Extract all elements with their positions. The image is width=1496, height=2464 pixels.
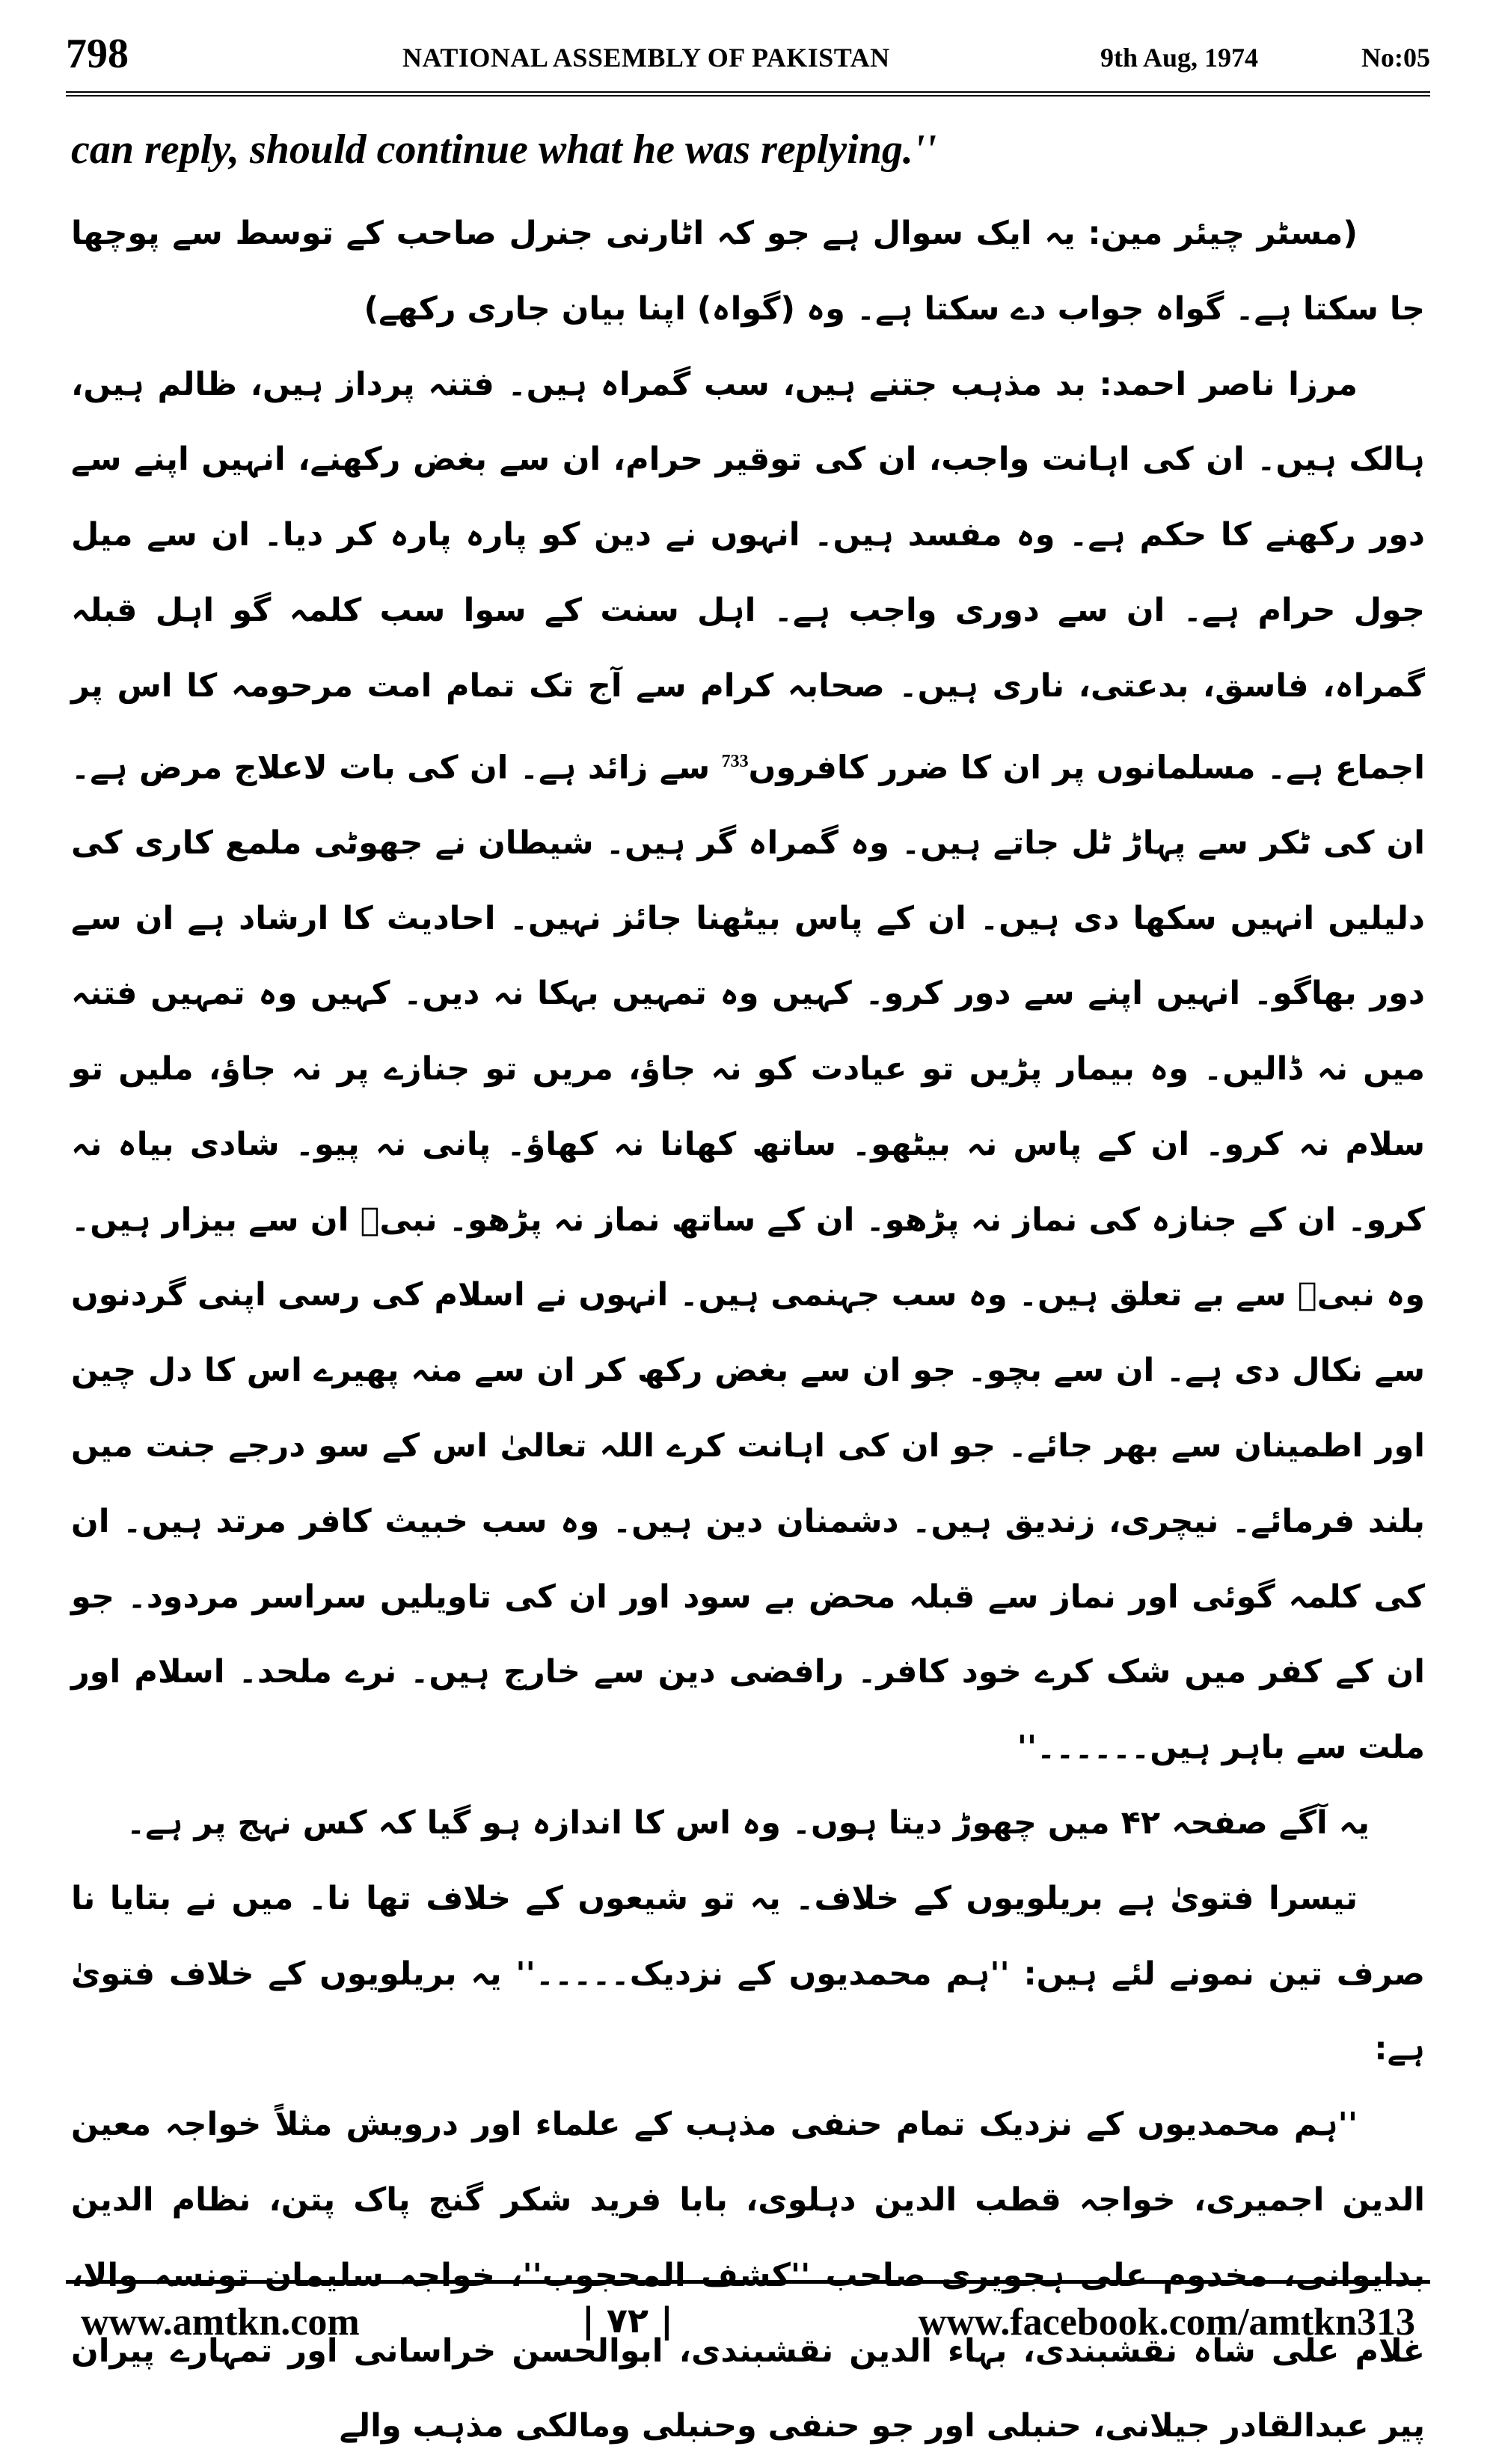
page-number: 798 bbox=[66, 31, 129, 77]
footer-website-link[interactable]: www.amtkn.com bbox=[81, 2301, 360, 2344]
footer-rule bbox=[66, 2280, 1430, 2284]
mirza-speaker-label: مرزا ناصر احمد: bbox=[1099, 365, 1358, 403]
mirza-statement-continued: سے زائد ہے۔ ان کی بات لاعلاج مرض ہے۔ ان کی ٹکر سے پہاڑ ٹل جاتے ہیں۔ وہ گمراہ گر ہیں۔ شیطان نے جھوٹی ملمع کاری کی دلیلیں انہیں سکھا دی ہیں۔ ان کے پاس بیٹھنا جائز نہیں۔ احادیث کا ارشاد ہے ان سے دور بھاگو۔ انہیں اپنے سے دور کرو۔ کہیں وہ تمہیں بہکا نہ دیں۔ کہیں وہ تمہیں فتنہ میں نہ ڈالیں۔ وہ بیمار پڑیں تو عیادت کو نہ جاؤ، مریں تو جنازے پر نہ جاؤ، ملیں تو سلام نہ کرو۔ ان کے پاس نہ بیٹھو۔ ساتھ کھانا نہ کھاؤ۔ پانی نہ پیو۔ شادی بیاہ نہ کرو۔ ان کے جنازہ کی نماز نہ پڑھو۔ ان کے ساتھ نماز نہ پڑھو۔ نبیؐ ان سے بیزار ہیں۔ وہ نبیؐ سے بے تعلق ہیں۔ وہ سب جہنمی ہیں۔ انہوں نے اسلام کی رسی اپنی گردنوں سے نکال دی ہے۔ ان سے بچو۔ جو ان سے بغض رکھ کر ان سے منہ پھیرے اس کا دل چین اور اطمینان سے بھر جائے۔ جو ان کی اہانت کرے اللہ تعالیٰ اس کے سو درجے جنت میں بلند فرمائے۔ نیچری، زندیق ہیں۔ دشمنان دین ہیں۔ وہ سب خبیث کافر مرتد ہیں۔ ان کی کلمہ گوئی اور نماز سے قبلہ محض بے سود اور ان کی تاویلیں سراسر مردود۔ جو ان کے کفر میں شک کرے خود کافر۔ رافضی دین سے خارج ہیں۔ نرے ملحد۔ اسلام اور ملت سے باہر ہیں۔۔۔۔۔۔'' bbox=[71, 748, 1425, 1767]
mirza-paragraph bbox=[71, 347, 1425, 1786]
chairman-remark: یہ ایک سوال ہے جو کہ اٹارنی جنرل صاحب کے توسط سے پوچھا جا سکتا ہے۔ گواہ جواب دے سکتا ہے۔ وہ (گواہ) اپنا بیان جاری رکھے) bbox=[71, 215, 1425, 328]
paragraph-skip-note: یہ آگے صفحہ ۴۲ میں چھوڑ دیتا ہوں۔ وہ اس کا اندازہ ہو گیا کہ کس نہج پر ہے۔ bbox=[126, 1804, 1370, 1842]
paragraph-third-fatwa: تیسرا فتویٰ ہے بریلویوں کے خلاف۔ یہ تو شیعوں کے خلاف تھا نا۔ میں نے بتایا نا صرف تین نمونے لئے ہیں: ''ہم محمدیوں کے نزدیک۔۔۔۔۔'' یہ بریلویوں کے خلاف فتویٰ ہے: bbox=[71, 1879, 1425, 2068]
page-footer bbox=[66, 2300, 1430, 2360]
publication-title: NATIONAL ASSEMBLY OF PAKISTAN bbox=[402, 43, 890, 73]
footer-facebook-link[interactable]: www.facebook.com/amtkn313 bbox=[918, 2301, 1415, 2344]
paragraph-fatwa-quote: ''ہم محمدیوں کے نزدیک تمام حنفی مذہب کے علماء اور درویش مثلاً خواجہ معین الدین اجمیری، خواجہ قطب الدین دہلوی، بابا فرید شکر گنج پاک پتن، نظام الدین بدایوانی، مخدوم علی ہجویری صاحب ''کشف المحجوب''، خواجہ سلیمان تونسہ والا، غلام علی شاہ نقشبندی، بہاء الدین نقشبندی، ابوالحسن خراسانی اور تمہارے پیران پیر عبدالقادر جیلانی، حنبلی اور جو حنفی وحنبلی ومالکی مذہب والے bbox=[71, 2106, 1425, 2445]
english-quote-line: can reply, should continue what he was replying.'' bbox=[71, 126, 936, 173]
footnote-marker: 733 bbox=[721, 751, 749, 771]
mirza-statement: بد مذہب جتنے ہیں، سب گمراہ ہیں۔ فتنہ پرداز ہیں، ظالم ہیں، ہالک ہیں۔ ان کی اہانت واجب، ان کی توقیر حرام، ان سے بغض رکھنے، انہیں اپنے سے دور رکھنے کا حکم ہے۔ وہ مفسد ہیں۔ انہوں نے دین کو پارہ پارہ کر دیا۔ ان سے میل جول حرام ہے۔ ان سے دوری واجب ہے۔ اہل سنت کے سوا سب کلمہ گو اہل قبلہ گمراہ، فاسق، بدعتی، ناری ہیں۔ صحابہ کرام سے آج تک تمام امت مرحومہ کا اس پر اجماع ہے۔ مسلمانوں پر ان کا ضرر کافروں bbox=[71, 365, 1425, 786]
chairman-speaker-label: (مسٹر چیئر مین: bbox=[1088, 215, 1358, 252]
session-date: 9th Aug, 1974 bbox=[1100, 43, 1258, 73]
chairman-paragraph bbox=[71, 196, 1425, 347]
issue-number: No:05 bbox=[1361, 43, 1430, 73]
footer-page-marker: | ۷۲ | bbox=[582, 2300, 673, 2341]
urdu-body-text bbox=[71, 196, 1425, 2464]
page-header bbox=[66, 30, 1430, 82]
header-double-rule bbox=[66, 91, 1430, 96]
